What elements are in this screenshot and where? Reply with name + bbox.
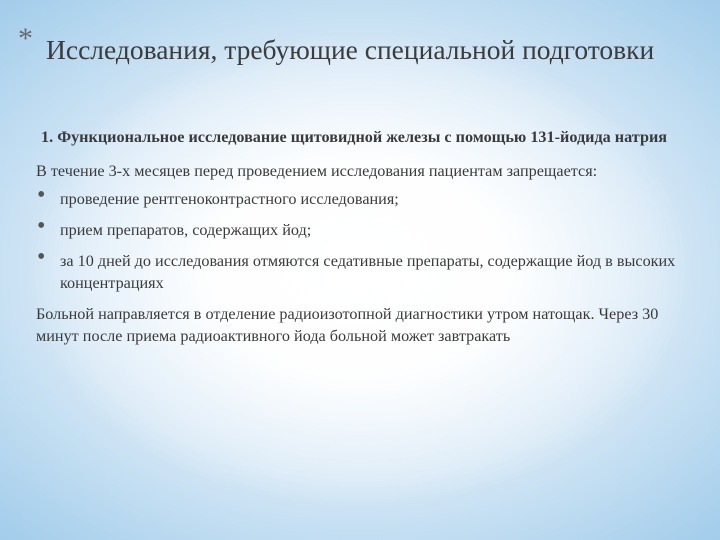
list-item-text: проведение рентгеноконтрастного исследования; <box>60 190 399 208</box>
slide-title: Исследования, требующие специальной подготовки <box>46 34 655 65</box>
bullet-dot-icon: • <box>37 244 46 270</box>
subheading-text: 1. Функциональное исследование щитовидной железы с помощью 131-йодида натрия <box>41 128 668 146</box>
list-item-text: прием препаратов, содержащих йод; <box>60 221 312 239</box>
bullet-dot-icon: • <box>37 213 46 239</box>
restriction-list <box>36 182 686 294</box>
slide-content <box>36 126 686 347</box>
list-item <box>36 244 686 294</box>
intro-paragraph: В течение 3-х месяцев перед проведением исследования пациентам запрещается: <box>36 162 598 180</box>
list-item <box>36 182 686 210</box>
subheading <box>36 126 686 148</box>
closing-paragraph: Больной направляется в отделение радиоизотопной диагностики утром натощак. Через 30 минут после приема радиоактивного йода больной может завтракать <box>36 305 659 345</box>
title-bullet-star: * <box>18 22 33 55</box>
list-item-text: за 10 дней до исследования отмяются седативные препараты, содержащие йод в высоких концентрациях <box>60 252 676 292</box>
bullet-dot-icon: • <box>37 182 46 208</box>
list-item <box>36 213 686 241</box>
